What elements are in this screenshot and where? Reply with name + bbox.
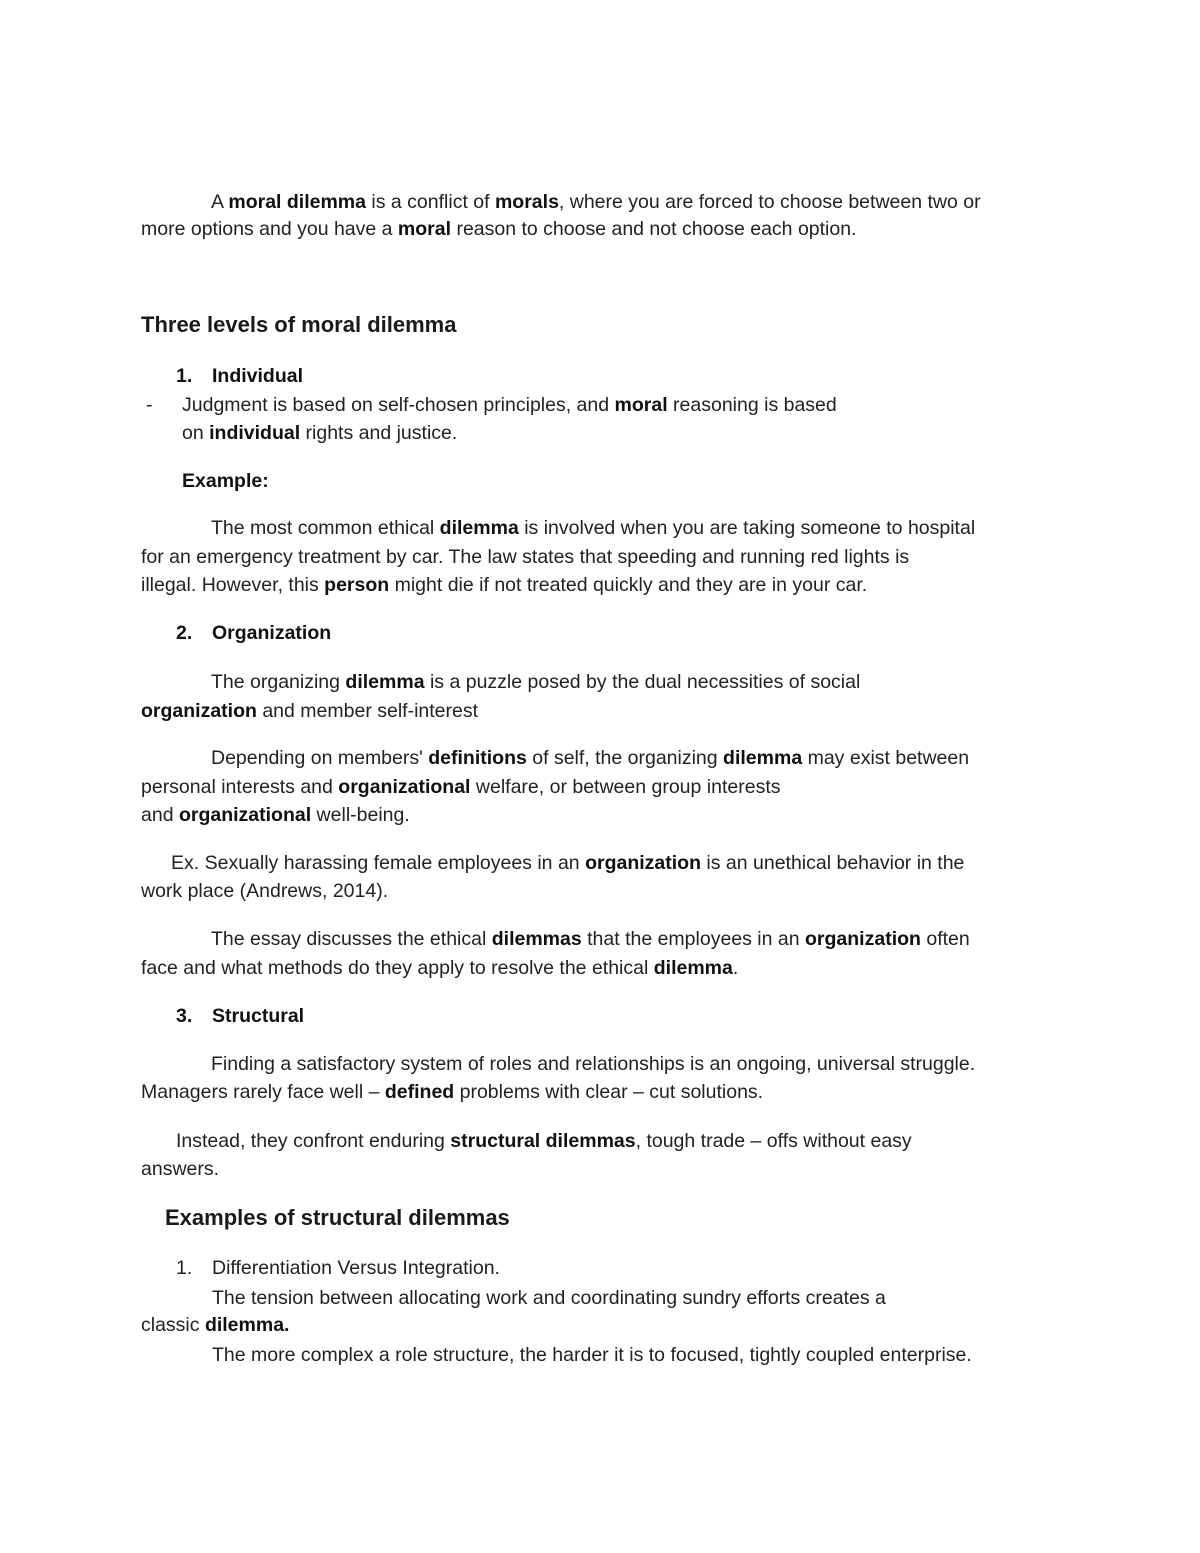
level-2-p3-line-2 [141, 956, 738, 980]
text-run: The organizing [211, 671, 346, 693]
bold-term: organizational [178, 804, 312, 826]
intro-line-1 [211, 190, 981, 214]
bold-term: individual [209, 422, 301, 444]
level-3-p2-line-2 [141, 1157, 219, 1181]
example-line-3 [141, 573, 867, 597]
text-run: Finding a satisfactory system of roles and relationships is an ongoing, universal struggle. [211, 1053, 976, 1075]
section-heading-examples: Examples of structural dilemmas [165, 1205, 510, 1230]
text-run: , tough trade – offs without easy [635, 1130, 912, 1152]
text-run: is involved when you are taking someone to hospital [518, 517, 976, 539]
level-2-title: Organization [212, 622, 332, 644]
level-1-line-1 [182, 393, 837, 417]
text-run: of self, the organizing [526, 747, 724, 769]
bold-term: structural dilemmas [450, 1130, 636, 1152]
examples-item-1-title: Differentiation Versus Integration. [212, 1257, 500, 1279]
text-run: is a puzzle posed by the dual necessities of social [424, 671, 861, 693]
text-run: is an unethical behavior in the [700, 852, 965, 874]
text-run: and [141, 804, 179, 826]
text-run: The more complex a role structure, the harder it is to focused, tightly coupled enterprise. [212, 1344, 972, 1366]
text-run: reason to choose and not choose each option. [451, 218, 857, 240]
text-run: . [732, 957, 739, 979]
bold-term: person [324, 574, 390, 596]
text-run: The most common ethical [211, 517, 440, 539]
examples-line-3 [212, 1343, 972, 1367]
example-line-1 [211, 516, 975, 540]
text-run: work place (Andrews, 2014). [141, 880, 389, 902]
bold-term: dilemmas [491, 928, 582, 950]
bold-term: defined [384, 1081, 455, 1103]
text-run: might die if not treated quickly and they are in your car. [389, 574, 868, 596]
list-number-3: 3. [176, 1005, 193, 1027]
text-run: The essay discusses the ethical [211, 928, 492, 950]
bold-term: organization [141, 700, 257, 722]
bold-term: dilemma. [204, 1314, 290, 1336]
bold-term: moral [397, 218, 452, 240]
level-3-p1-line-2 [141, 1080, 763, 1104]
example-label: Example: [182, 470, 269, 492]
example-line-2 [141, 545, 909, 569]
level-2-p2-line-1 [211, 746, 969, 770]
level-2-p1-line-1 [211, 670, 860, 694]
bold-term: moral [614, 394, 668, 416]
level-1-line-2 [182, 421, 457, 445]
text-run: that the employees in an [581, 928, 806, 950]
text-run: The tension between allocating work and coordinating sundry efforts creates a [212, 1287, 886, 1309]
text-run: answers. [141, 1158, 220, 1180]
section-heading-levels: Three levels of moral dilemma [141, 312, 457, 337]
level-3-p2-line-1 [176, 1129, 912, 1153]
bold-term: organization [585, 852, 701, 874]
text-run: well-being. [311, 804, 410, 826]
bold-term: moral dilemma [228, 191, 366, 213]
examples-line-1 [212, 1286, 886, 1310]
text-run: personal interests and [141, 776, 339, 798]
level-3-title: Structural [212, 1005, 305, 1027]
bold-term: dilemma [723, 747, 803, 769]
examples-line-2 [141, 1313, 289, 1337]
text-run: and member self-interest [256, 700, 479, 722]
level-2-p1-line-2 [141, 699, 478, 723]
bold-term: organizational [338, 776, 471, 798]
list-number-1: 1. [176, 365, 193, 387]
text-run: face and what methods do they apply to resolve the ethical [141, 957, 654, 979]
bold-term: morals [494, 191, 559, 213]
bullet-dash: - [146, 394, 153, 416]
text-run: Depending on members' [211, 747, 429, 769]
bold-term: definitions [428, 747, 527, 769]
text-run: classic [141, 1314, 205, 1336]
text-run: often [920, 928, 970, 950]
text-run: may exist between [802, 747, 970, 769]
examples-number-1: 1. [176, 1257, 193, 1279]
level-2-p3-line-1 [211, 927, 970, 951]
bold-term: dilemma [345, 671, 425, 693]
level-2-p2-line-2 [141, 775, 781, 799]
text-run: problems with clear – cut solutions. [454, 1081, 764, 1103]
intro-line-2 [141, 217, 857, 241]
bold-term: organization [805, 928, 921, 950]
level-2-ex-line-2 [141, 879, 388, 903]
text-run: Judgment is based on self-chosen principles, and [182, 394, 615, 416]
text-run: welfare, or between group interests [470, 776, 781, 798]
level-2-p2-line-3 [141, 803, 410, 827]
bold-term: dilemma [653, 957, 733, 979]
text-run: illegal. However, this [141, 574, 325, 596]
text-run: A [211, 191, 229, 213]
text-run: reasoning is based [667, 394, 837, 416]
text-run: , where you are forced to choose between two or [558, 191, 981, 213]
text-run: Ex. Sexually harassing female employees in an [171, 852, 586, 874]
text-run: rights and justice. [300, 422, 458, 444]
level-2-ex-line-1 [171, 851, 964, 875]
text-run: on [182, 422, 210, 444]
text-run: Instead, they confront enduring [176, 1130, 451, 1152]
text-run: for an emergency treatment by car. The law states that speeding and running red lights is [141, 546, 910, 568]
text-run: Managers rarely face well – [141, 1081, 385, 1103]
text-run: is a conflict of [366, 191, 495, 213]
level-1-title: Individual [212, 365, 304, 387]
bold-term: dilemma [439, 517, 519, 539]
text-run: more options and you have a [141, 218, 398, 240]
level-3-p1-line-1 [211, 1052, 975, 1076]
list-number-2: 2. [176, 622, 193, 644]
